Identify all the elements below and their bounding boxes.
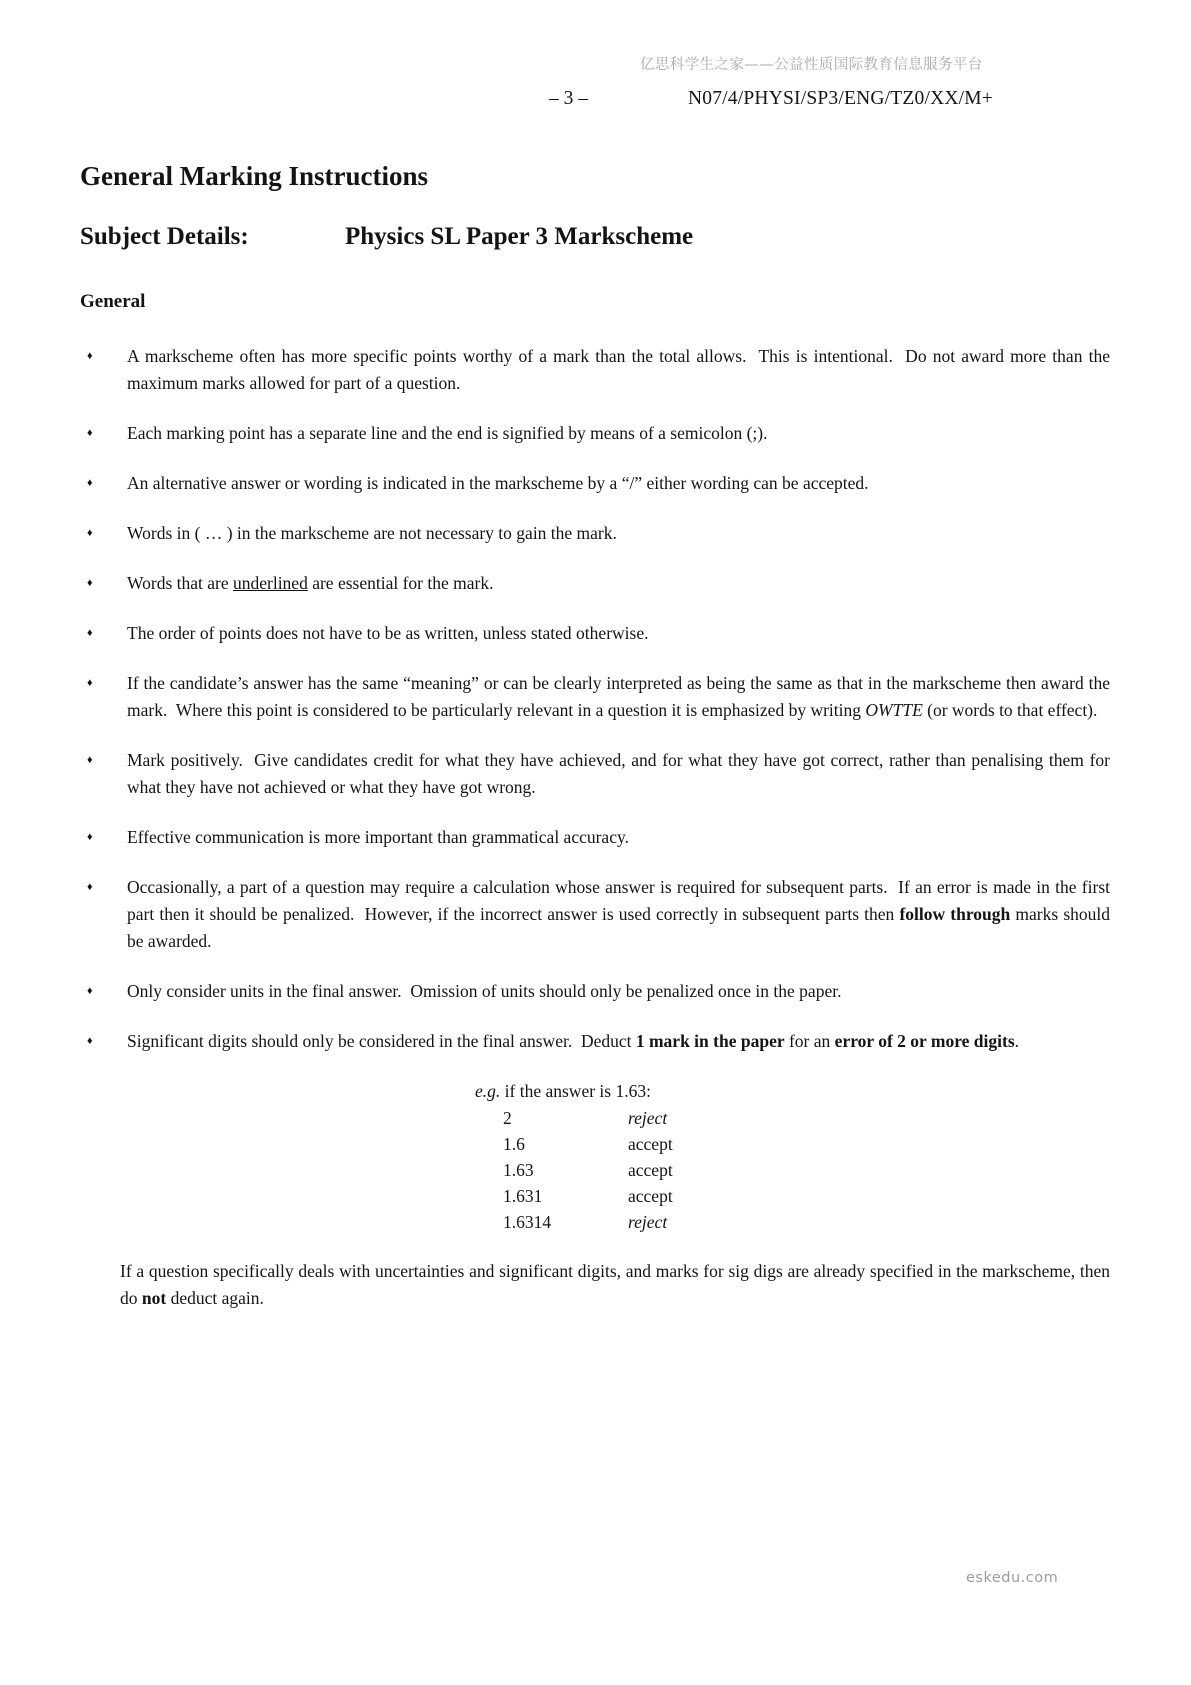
bullet-item-same-meaning — [80, 670, 1110, 724]
diamond-bullet-icon: ♦ — [87, 881, 93, 893]
bullet-item-follow-through — [80, 874, 1110, 955]
bullet-text: Occasionally, a part of a question may require a calculation whose answer is required for subsequent parts. If an error is made in the first part then it should be penalized. However, if the incorrect answer is used correctly in subsequent parts then follow through marks should be awarded. — [127, 877, 1110, 951]
bullet-text: Mark positively. Give candidates credit for what they have achieved, and for what they have got correct, rather than penalising them for what they have not achieved or what they have got wrong. — [127, 750, 1110, 797]
example-header: e.g. if the answer is 1.63: — [475, 1081, 651, 1101]
site-watermark: eskedu.com — [966, 1570, 1059, 1586]
subject-details-value: Physics SL Paper 3 Markscheme — [345, 223, 694, 250]
bullet-text: Each marking point has a separate line and the end is signified by means of a semicolon (;). — [127, 423, 768, 443]
bullet-item-mark-positively — [80, 747, 1110, 801]
example-answer-value: 1.6 — [503, 1134, 525, 1154]
diamond-bullet-icon: ♦ — [87, 350, 93, 362]
diamond-bullet-icon: ♦ — [87, 527, 93, 539]
example-verdict: accept — [628, 1134, 673, 1154]
closing-paragraph: If a question specifically deals with uncertainties and significant digits, and marks for sig digs are already specified in the markscheme, then do not deduct again. — [120, 1261, 1110, 1308]
bullet-text: Only consider units in the final answer. Omission of units should only be penalized once in the paper. — [127, 981, 842, 1001]
example-answer-value: 1.631 — [503, 1186, 543, 1206]
bullet-text: Words that are underlined are essential for the mark. — [127, 573, 494, 593]
diamond-bullet-icon: ♦ — [87, 831, 93, 843]
example-verdict: reject — [628, 1212, 668, 1232]
example-row — [503, 1183, 1110, 1209]
bullet-item-units — [80, 978, 1110, 1005]
page-number: – 3 – — [549, 88, 588, 109]
example-verdict: accept — [628, 1186, 673, 1206]
diamond-bullet-icon: ♦ — [87, 627, 93, 639]
bullet-item-alternative-wording — [80, 470, 1110, 497]
example-answer-value: 1.6314 — [503, 1212, 552, 1232]
diamond-bullet-icon: ♦ — [87, 754, 93, 766]
section-heading-general: General — [80, 291, 146, 312]
bullet-text: Effective communication is more important than grammatical accuracy. — [127, 827, 629, 847]
diamond-bullet-icon: ♦ — [87, 427, 93, 439]
example-answer-value: 1.63 — [503, 1160, 534, 1180]
bullet-item-semicolon — [80, 420, 1110, 447]
bullet-item-effective-communication — [80, 824, 1110, 851]
example-row — [503, 1105, 1110, 1131]
bullet-text: Significant digits should only be considered in the final answer. Deduct 1 mark in the paper for an error of 2 or more digits. — [127, 1031, 1020, 1051]
bullet-text: The order of points does not have to be as written, unless stated otherwise. — [127, 623, 649, 643]
bullet-item-markscheme-points — [80, 343, 1110, 397]
subject-details-label: Subject Details: — [80, 223, 249, 250]
example-verdict: accept — [628, 1160, 673, 1180]
bullet-item-parentheses — [80, 520, 1110, 547]
example-row — [503, 1209, 1110, 1235]
subject-details-line — [80, 222, 1110, 252]
document-content — [80, 160, 1110, 1312]
diamond-bullet-icon: ♦ — [87, 677, 93, 689]
diamond-bullet-icon: ♦ — [87, 1035, 93, 1047]
example-row — [503, 1131, 1110, 1157]
diamond-bullet-icon: ♦ — [87, 577, 93, 589]
example-answer-value: 2 — [503, 1108, 512, 1128]
bullet-item-significant-digits — [80, 1028, 1110, 1055]
document-title: General Marking Instructions — [80, 161, 428, 191]
diamond-bullet-icon: ♦ — [87, 985, 93, 997]
bullet-text: A markscheme often has more specific points worthy of a mark than the total allows. This is intentional. Do not award more than the maximum marks allowed for part of a question. — [127, 346, 1110, 393]
bullet-item-underlined-words — [80, 570, 1110, 597]
example-row — [503, 1157, 1110, 1183]
bullet-text: If the candidate’s answer has the same “meaning” or can be clearly interpreted as being the same as that in the markscheme then award the mark. Where this point is considered to be particularly relevant in a question it is emphasized by writing OWTTE (or words to that effect). — [127, 673, 1110, 720]
paper-code: N07/4/PHYSI/SP3/ENG/TZ0/XX/M+ — [688, 88, 993, 109]
example-verdict: reject — [628, 1108, 668, 1128]
diamond-bullet-icon: ♦ — [87, 477, 93, 489]
bullet-text: An alternative answer or wording is indicated in the markscheme by a “/” either wording can be accepted. — [127, 473, 869, 493]
chinese-platform-watermark: 亿思科学生之家——公益性质国际教育信息服务平台 — [640, 57, 983, 73]
bullet-item-order-of-points — [80, 620, 1110, 647]
sig-digits-example-block — [80, 1078, 1110, 1235]
bullet-text: Words in ( … ) in the markscheme are not necessary to gain the mark. — [127, 523, 617, 543]
